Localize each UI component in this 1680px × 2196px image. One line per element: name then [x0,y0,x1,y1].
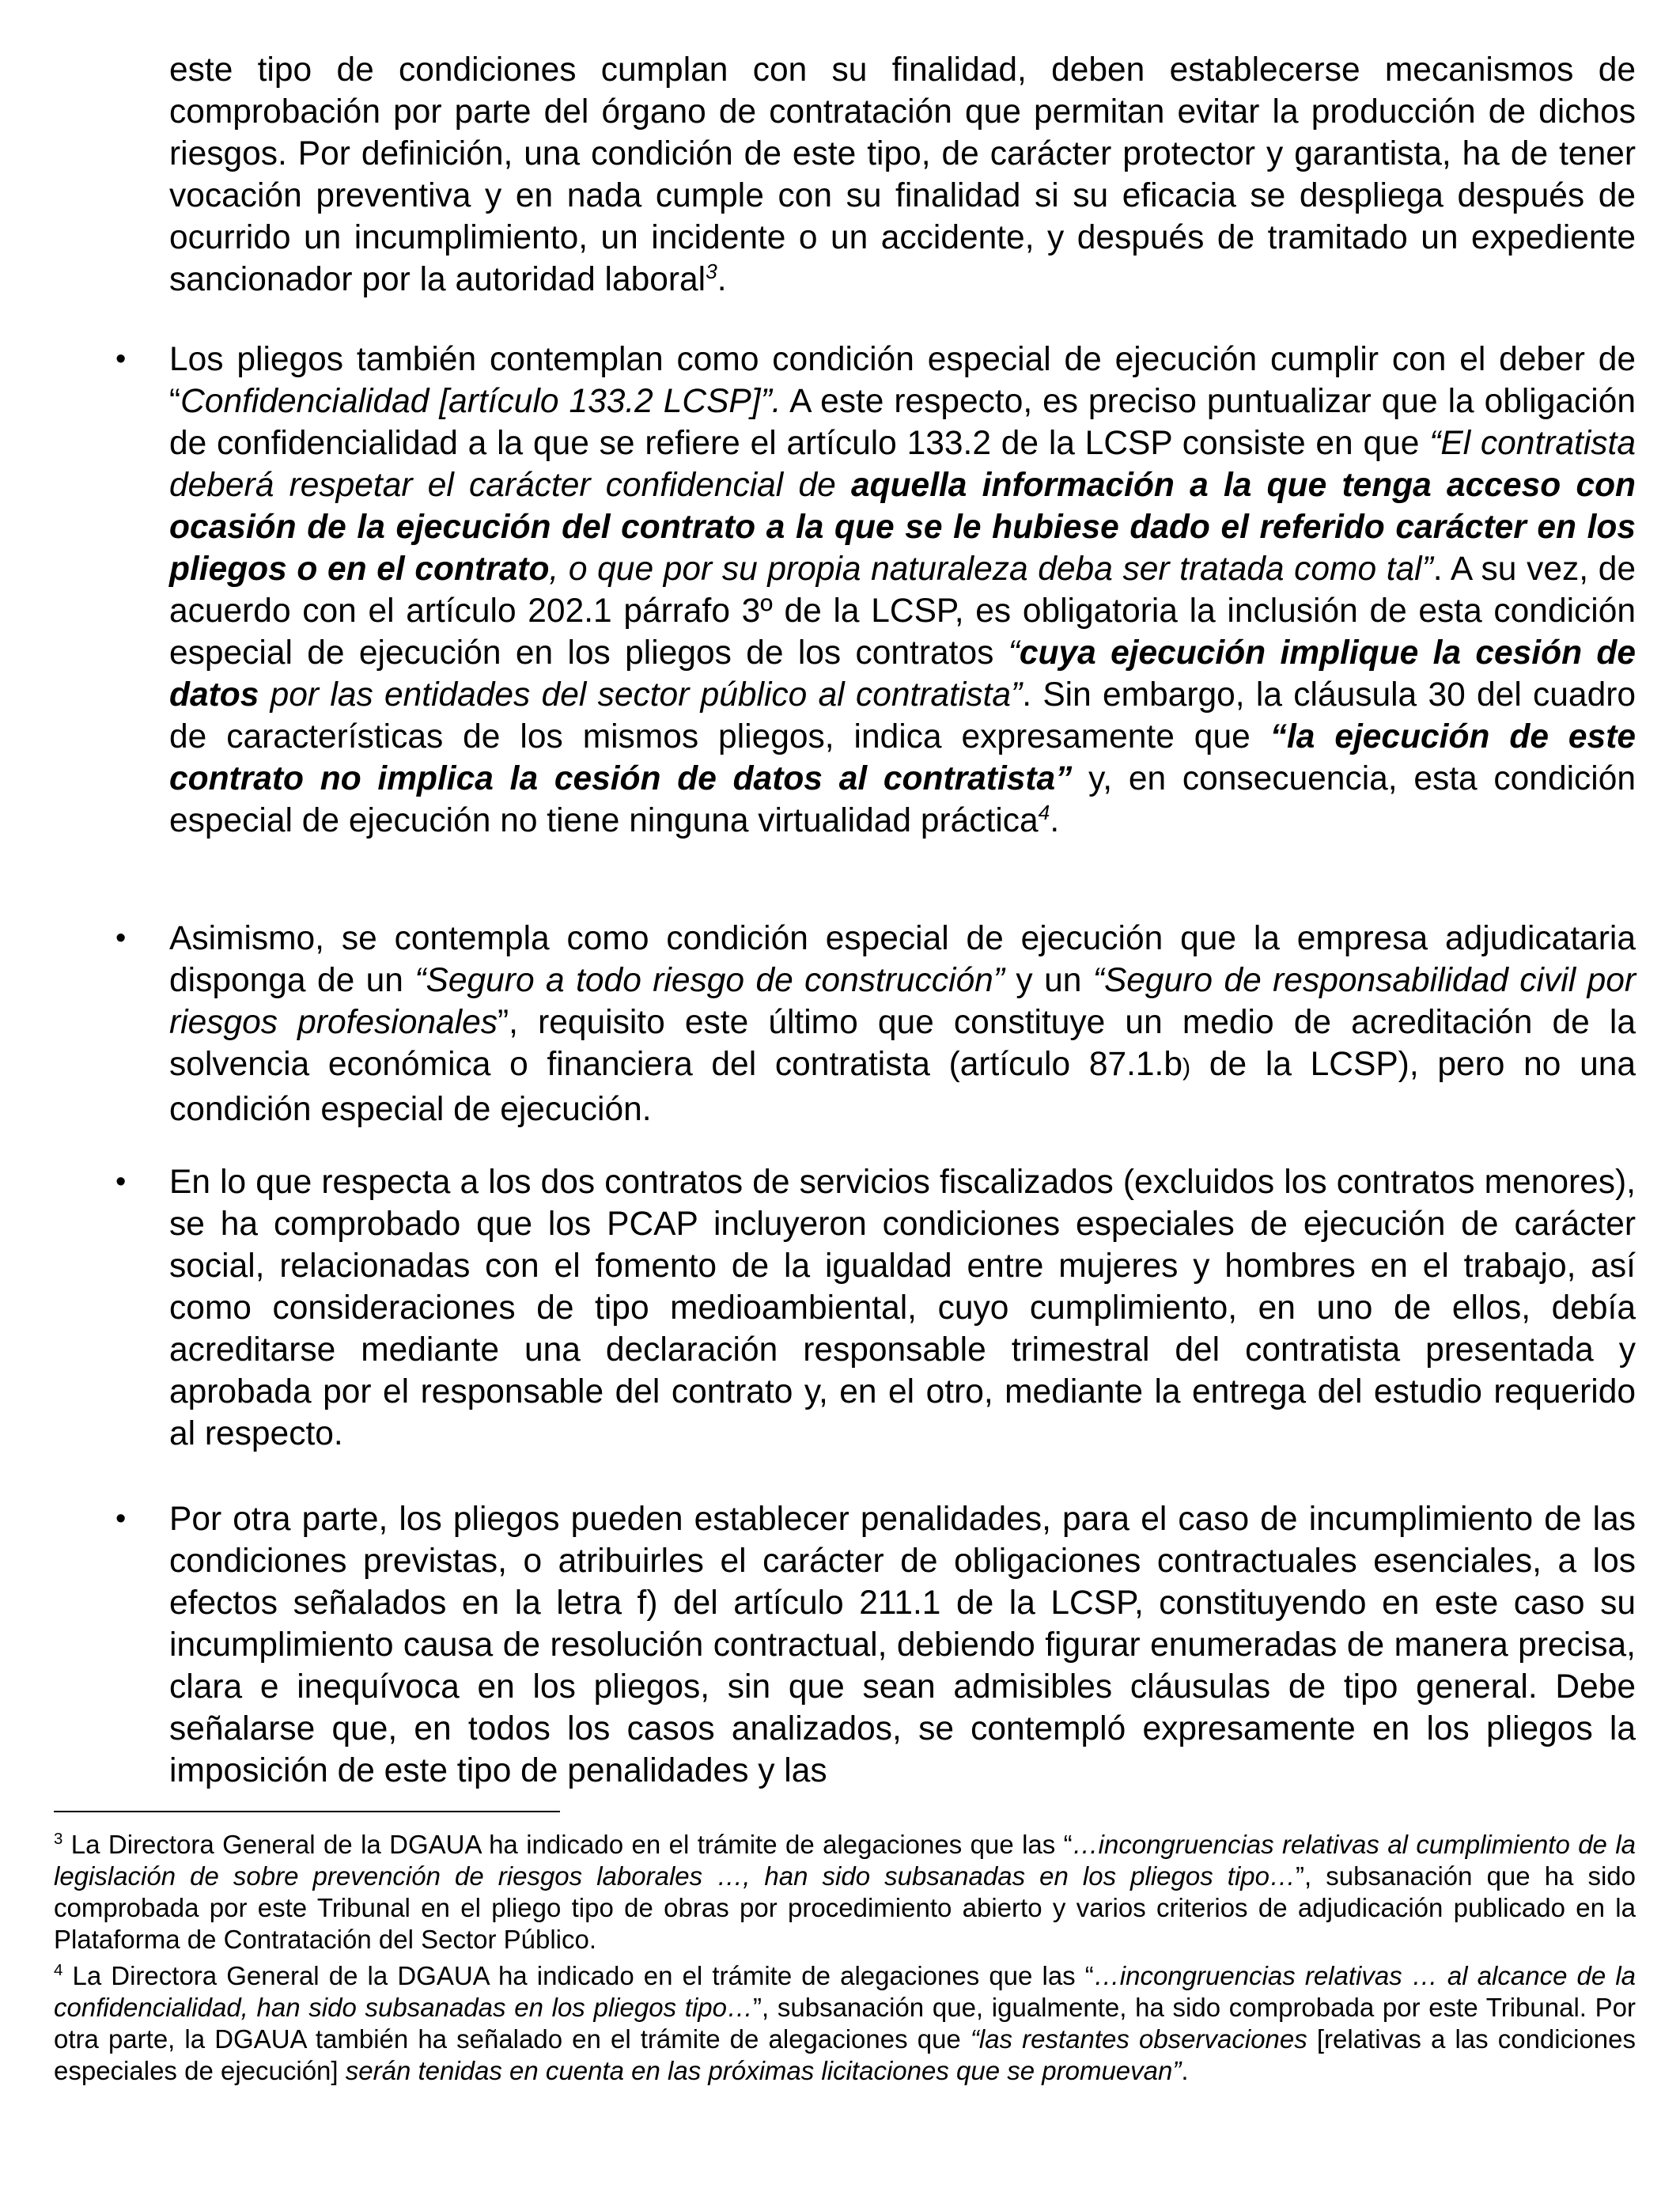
text-run-bold-italic: aquella información a la que tenga acceso con ocasión de la ejecución del contrato a la que se le hubiese dado el referido carácter en los pliegos o en el contrato [169,467,1636,588]
text-run: . A su vez, de acuerdo con el artículo 202.1 párrafo 3º de la LCSP, es obligatoria la inclusión de esta condición especial de ejecución en los pliegos de los contratos [169,551,1636,672]
footnote-number: 3 [54,1830,63,1848]
text-run-bold-italic: cuya ejecución implique la cesión de datos [169,634,1636,714]
text-run: . [1181,2056,1189,2085]
footnote-ref-4[interactable]: 4 [1038,800,1050,824]
text-run: Por otra parte, los pliegos pueden establecer penalidades, para el caso de incumplimiento de las condiciones previstas, o atribuirles el carácter de obligaciones contractuales esenciales, a los efectos señalados en la letra f) del artículo 211.1 de la LCSP, constituyendo en este caso su incumplimiento causa de resolución contractual, debiendo figurar enumeradas de manera precisa, clara e inequívoca en los pliegos, sin que sean admisibles cláusulas de tipo general. Debe señalarse que, en todos los casos analizados, se contempló expresamente en los pliegos la imposición de este tipo de penalidades y las [169,1501,1636,1789]
text-run-italic: serán tenidas en cuenta en las próximas licitaciones que se promuevan” [345,2056,1182,2085]
footnote-3 [54,1829,1636,1956]
text-run: ”, subsanación que ha sido comprobada por este Tribunal en el pliego tipo de obras por procedimiento abierto y varios criterios de adjudicación publicado en la Plataforma de Contratación del Sector Público. [54,1861,1636,1954]
bullet-item-seguros [115,918,1636,1130]
text-run: y un [1004,962,1093,999]
text-run-italic: “ [1008,634,1020,672]
text-run: . [717,261,727,298]
text-run: de la LCSP), pero no una condición especial de ejecución. [169,1046,1636,1128]
text-run: . [1050,802,1060,839]
text-run: La Directora General de la DGAUA ha indicado en el trámite de alegaciones que las “ [62,1830,1073,1859]
text-run: En lo que respecta a los dos contratos de servicios fiscalizados (excluidos los contratos menores), se ha comprobado que los PCAP incluyeron condiciones especiales de ejecución de carácter social, relacionadas con el fomento de la igualdad entre mujeres y hombres en el trabajo, así como consideraciones de tipo medioambiental, cuyo cumplimiento, en uno de ellos, debía acreditarse mediante una declaración responsable trimestral del contratista presentada y aprobada por el responsable del contrato y, en el otro, mediante la entrega del estudio requerido al respecto. [169,1164,1636,1452]
text-run-bold-italic: “la ejecución de este contrato no implica la cesión de datos al contratista” [169,718,1636,797]
text-run: y, en consecuencia, esta condición especial de ejecución no tiene ninguna virtualidad práctica [169,760,1636,839]
text-run-italic: “Seguro a todo riesgo de construcción” [414,962,1005,999]
text-run: ”, subsanación que, igualmente, ha sido comprobada por este Tribunal. Por otra parte, la DGAUA también ha señalado en el trámite de alegaciones que [54,1993,1636,2054]
text-run: [relativas a las condiciones especiales de ejecución] [54,2024,1636,2085]
text-run-italic: “Seguro de responsabilidad civil por riesgos profesionales [169,962,1636,1041]
text-run: . Sin embargo, la cláusula 30 del cuadro de características de los mismos pliegos, indica expresamente que [169,676,1636,755]
text-run-italic: …incongruencias relativas … al alcance de la confidencialidad, han sido subsanadas en los pliegos tipo… [54,1961,1636,2022]
text-run-italic: Confidencialidad [artículo 133.2 LCSP]”. [180,383,781,420]
footnote-ref-3[interactable]: 3 [706,259,717,283]
bullet-icon: • [115,922,127,955]
bullet-icon: • [115,1502,127,1535]
text-run: Asimismo, se contempla como condición especial de ejecución que la empresa adjudicataria disponga de un [169,920,1636,999]
text-run: ”, requisito este último que constituye un medio de acreditación de la solvencia económica o financiera del contratista (artículo 87.1.b [169,1004,1636,1083]
bullet-icon: • [115,1165,127,1198]
text-run-italic: “las restantes observaciones [970,2024,1307,2054]
text-run: este tipo de condiciones cumplan con su finalidad, deben establecerse mecanismos de comprobación por parte del órgano de contratación que permitan evitar la producción de dichos riesgos. Por definición, una condición de este tipo, de carácter protector y garantista, ha de tener vocación preventiva y en nada cumple con su finalidad si su eficacia se despliega después de ocurrido un incumplimiento, un incidente o un accidente, y después de tramitado un expediente sancionador por la autoridad laboral [169,51,1636,298]
footnote-number: 4 [54,1961,63,1979]
footnote-separator [54,1811,560,1812]
text-run-italic: , o que por su propia naturaleza deba ser tratada como tal” [549,551,1433,588]
continuation-paragraph [169,49,1636,301]
text-run-italic: “El contratista deberá respetar el carácter confidencial de [169,425,1636,504]
bullet-item-penalidades [115,1498,1636,1792]
text-run-small: ) [1182,1054,1191,1081]
bullet-icon: • [115,343,127,376]
bullet-item-confidencialidad [115,339,1636,842]
text-run-italic: …incongruencias relativas al cumplimiento de la legislación de sobre prevención de riesgos laborales …, han sido subsanadas en los pliegos tipo… [54,1830,1636,1891]
text-run: Los pliegos también contemplan como condición especial de ejecución cumplir con el deber de “ [169,341,1636,420]
bullet-item-servicios [115,1161,1636,1455]
footnote-4 [54,1960,1636,2087]
text-run: La Directora General de la DGAUA ha indicado en el trámite de alegaciones que las “ [62,1961,1094,1990]
text-run: A este respecto, es preciso puntualizar que la obligación de confidencialidad a la que se refiere el artículo 133.2 de la LCSP consiste en que [169,383,1636,462]
text-run-italic: por las entidades del sector público al contratista” [259,676,1023,714]
